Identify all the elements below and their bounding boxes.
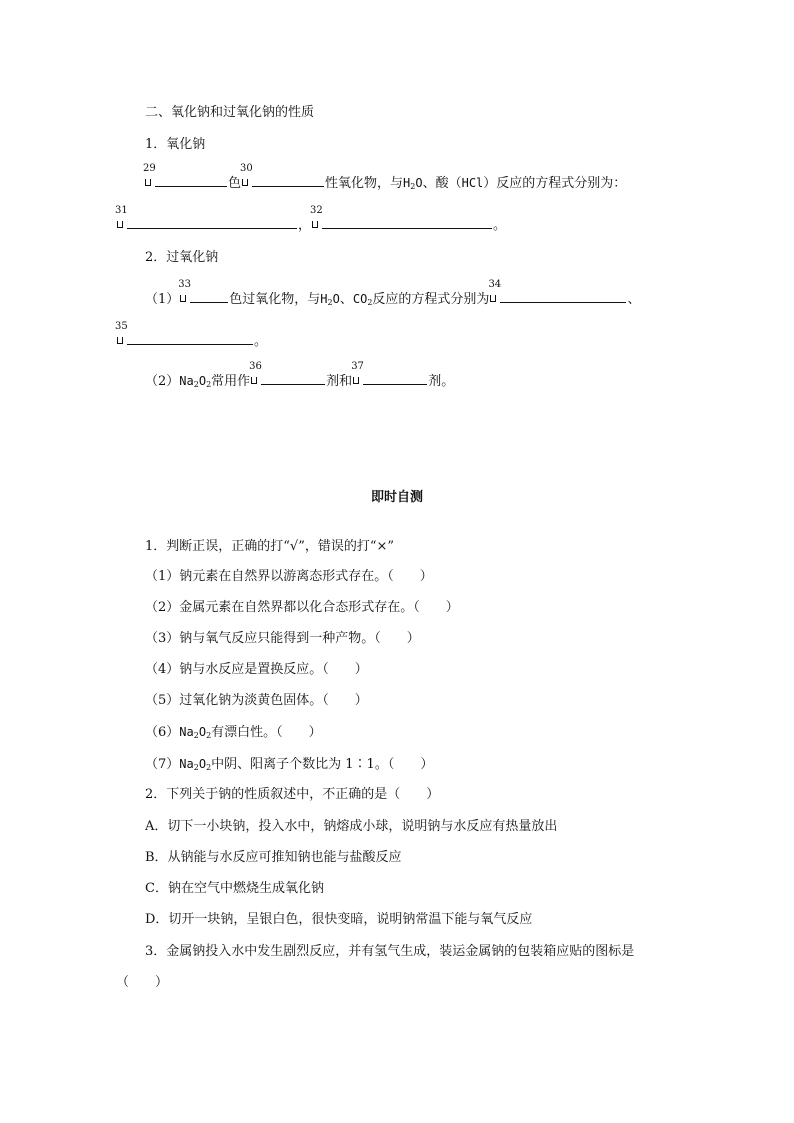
q1-title: 1．判断正误，正确的打“√”，错误的打“×” <box>145 539 395 554</box>
na2o2-line-3: $(2)Na_2O_2$常用作 36 剂和 37 剂。 <box>145 361 455 389</box>
answer-blank[interactable] <box>155 172 227 187</box>
q1-item: （5）过氧化钠为淡黄色固体。（ ） <box>145 693 368 708</box>
answer-marker: 35 <box>116 331 126 345</box>
q3-title: 3．金属钠投入水中发生剧烈反应，并有氢气生成，装运金属钠的包装箱应贴的图标是 <box>145 944 635 959</box>
q2-option-a: A．切下一小块钠，投入水中，钠熔成小球，说明钠与水反应有热量放出 <box>145 819 558 834</box>
answer-blank[interactable] <box>322 214 492 229</box>
quiz-title: 即时自测 <box>370 490 423 505</box>
na2o2-heading: 2．过氧化钠 <box>145 250 219 265</box>
q3-paren: （ ） <box>116 975 169 990</box>
answer-blank[interactable] <box>252 172 324 187</box>
answer-marker: 36 <box>250 371 260 385</box>
q1-item: （4）钠与水反应是置换反应。（ ） <box>145 662 368 677</box>
answer-blank[interactable] <box>500 288 626 303</box>
na2o2-line-2: 35 。 <box>115 321 268 349</box>
answer-marker: 30 <box>241 173 251 187</box>
na2o-line-1: 29 色 30 性氧化物，与$H_2O$、酸（HCl）反应的方程式分别为： <box>143 163 627 191</box>
q1-item: （3）钠与氧气反应只能得到一种产物。（ ） <box>145 631 420 646</box>
q1-item: （2）金属元素在自然界都以化合态形式存在。（ ） <box>145 600 459 615</box>
na2o-heading: 1．氧化钠 <box>145 137 206 152</box>
answer-blank[interactable] <box>363 370 427 385</box>
answer-marker: 32 <box>311 215 321 229</box>
na2o-line-2: 31 ， 32 。 <box>115 205 507 233</box>
answer-marker: 34 <box>489 289 499 303</box>
q1-item: $(6)Na_2O_2$有漂白性。（ ） <box>145 725 322 740</box>
q2-title: 2．下列关于钠的性质叙述中，不正确的是（ ） <box>145 787 440 802</box>
answer-marker: 29 <box>144 173 154 187</box>
answer-blank[interactable] <box>190 288 228 303</box>
answer-marker: 33 <box>179 289 189 303</box>
answer-blank[interactable] <box>127 330 253 345</box>
na2o2-line-1: （1） 33 色过氧化物，与$H_2O$、$CO_2$反应的方程式分别为 34 、 <box>145 279 641 307</box>
answer-marker: 31 <box>116 215 126 229</box>
answer-blank[interactable] <box>261 370 325 385</box>
q2-option-b: B．从钠能与水反应可推知钠也能与盐酸反应 <box>145 850 402 865</box>
answer-marker: 37 <box>352 371 362 385</box>
section-title: 二、氧化钠和过氧化钠的性质 <box>145 105 315 120</box>
answer-blank[interactable] <box>127 214 297 229</box>
q1-item: （1）钠元素在自然界以游离态形式存在。（ ） <box>145 569 433 584</box>
q2-option-c: C．钠在空气中燃烧生成氧化钠 <box>145 881 324 896</box>
q2-option-d: D．切开一块钠，呈银白色，很快变暗，说明钠常温下能与氧气反应 <box>145 912 533 927</box>
q1-item: $(7)Na_2O_2$中阴、阳离子个数比为 1∶1。（ ） <box>145 757 434 772</box>
